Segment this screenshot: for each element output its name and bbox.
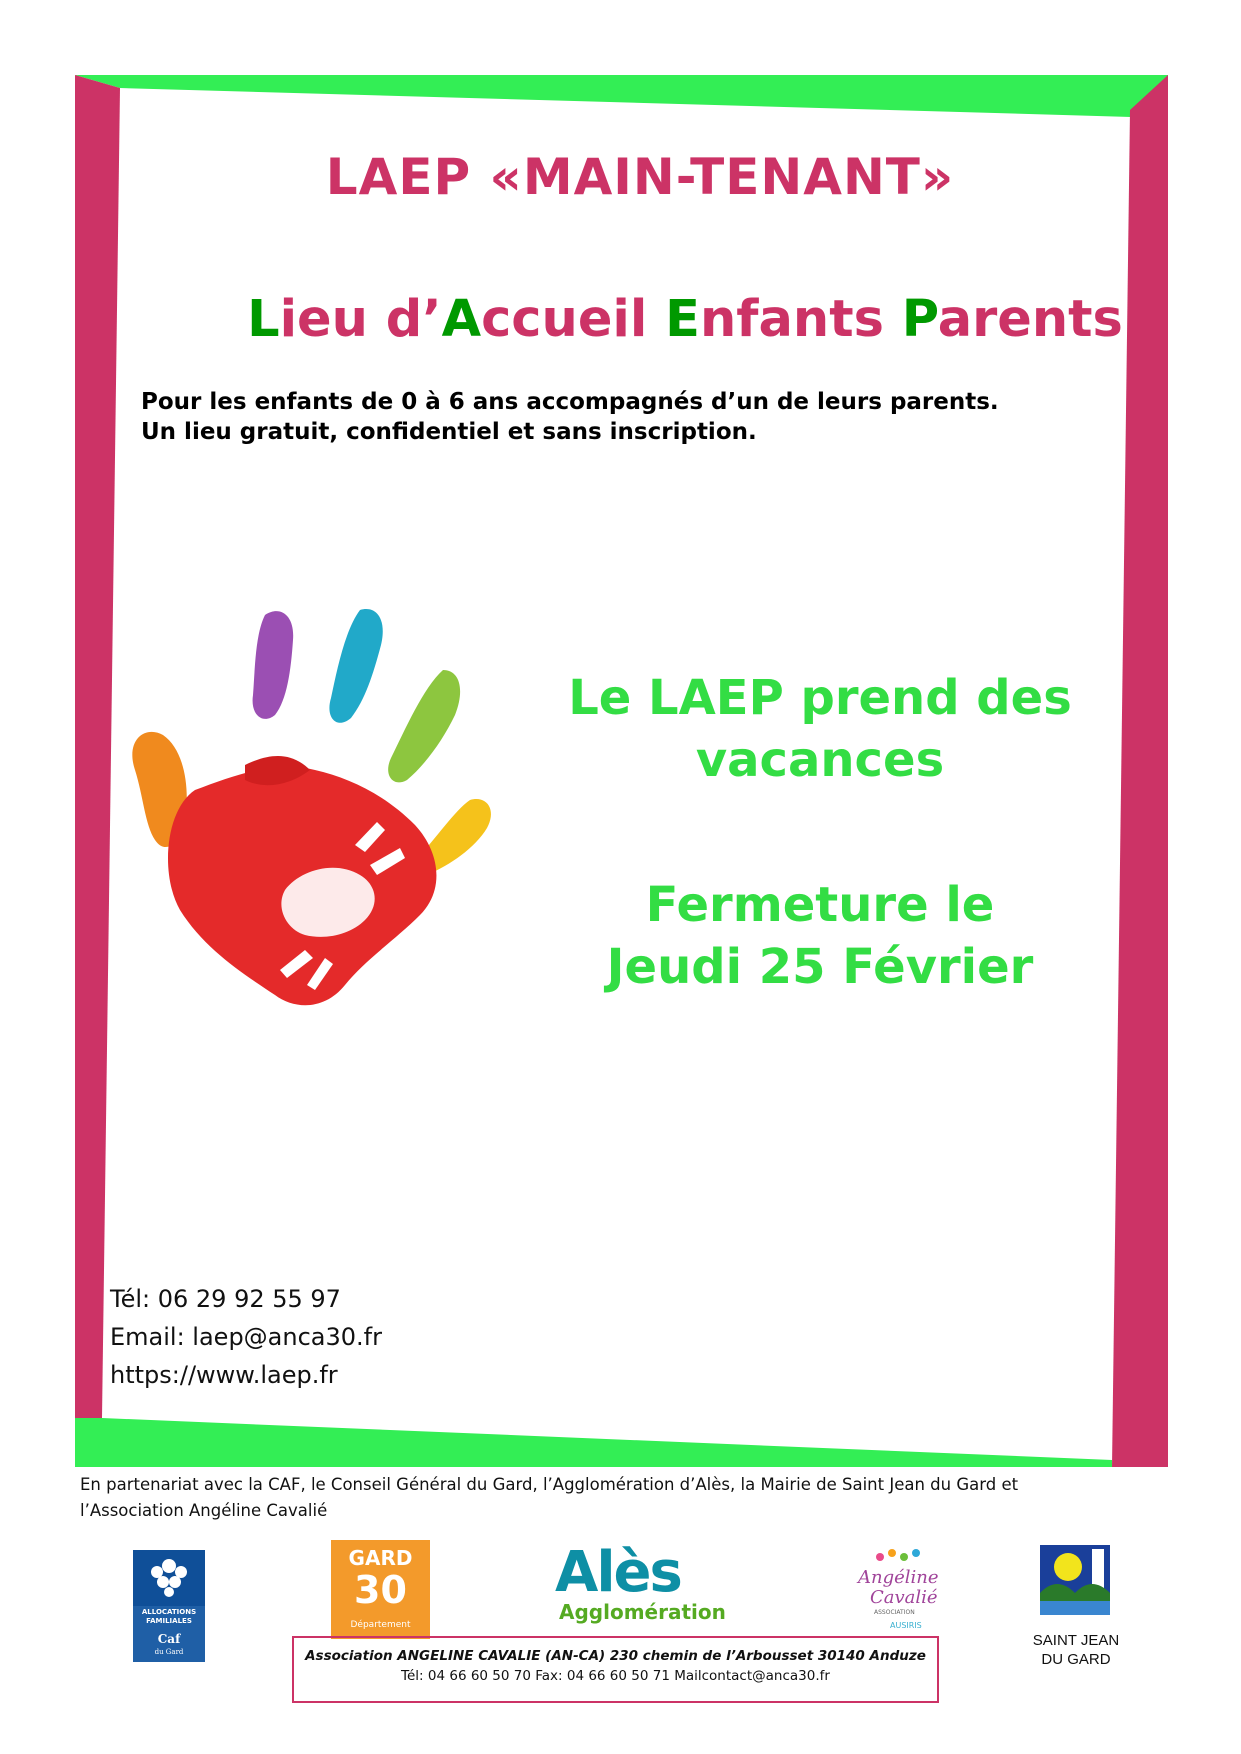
angeline-last: Cavalié bbox=[870, 1587, 938, 1608]
closure-announcement bbox=[540, 874, 1100, 998]
closure-line-1: Fermeture le bbox=[645, 877, 995, 933]
gard-number: 30 bbox=[354, 1568, 407, 1612]
saint-jean-text: SAINT JEAN DU GARD bbox=[1032, 1632, 1120, 1668]
subtitle-word-accueil: ccueil bbox=[481, 290, 666, 349]
caf-emblem bbox=[133, 1550, 205, 1606]
contact-email[interactable]: Email: laep@anca30.fr bbox=[110, 1323, 382, 1351]
intro-line-2: Un lieu gratuit, confidentiel et sans inscription. bbox=[141, 419, 757, 445]
gard-logo bbox=[331, 1540, 430, 1639]
saint-jean-du-gard-logo bbox=[1020, 1545, 1132, 1668]
vacation-line-1: Le LAEP prend des bbox=[568, 670, 1072, 726]
footer-contacts: Tél: 04 66 60 50 70 Fax: 04 66 60 50 71 Mailcontact@anca30.fr bbox=[401, 1668, 830, 1684]
caf-name: Caf bbox=[157, 1632, 181, 1646]
poster-subtitle bbox=[0, 290, 1241, 349]
hand-print-icon bbox=[115, 590, 535, 1040]
caf-sub: du Gard bbox=[154, 1648, 184, 1656]
intro-text bbox=[141, 387, 999, 447]
subtitle-word-lieu: ieu d’ bbox=[279, 290, 442, 349]
partners-line-1: En partenariat avec la CAF, le Conseil Général du Gard, l’Agglomération d’Alès, la Mairie de Saint Jean du Gard et bbox=[80, 1475, 1019, 1494]
ales-logo bbox=[545, 1540, 726, 1625]
subtitle-word-parents: arents bbox=[937, 290, 1123, 349]
vacation-line-2: vacances bbox=[695, 732, 945, 788]
subtitle-initial-l: L bbox=[247, 290, 280, 349]
angeline-first: Angéline bbox=[858, 1567, 939, 1588]
people-icon bbox=[870, 1545, 960, 1569]
poster-title: LAEP «MAIN-TENANT» bbox=[325, 148, 955, 206]
subtitle-initial-a: A bbox=[441, 290, 482, 349]
caf-text-line-1: ALLOCATIONS FAMILIALES bbox=[141, 1608, 197, 1625]
gard-top: GARD bbox=[348, 1546, 413, 1570]
angeline-tag: ASSOCIATION bbox=[874, 1609, 915, 1616]
intro-line-1: Pour les enfants de 0 à 6 ans accompagnés d’un de leurs parents. bbox=[141, 389, 999, 415]
subtitle-initial-p: P bbox=[901, 290, 938, 349]
partners-text bbox=[80, 1472, 1080, 1524]
ales-name: Alès bbox=[555, 1540, 681, 1605]
association-footer bbox=[292, 1636, 939, 1703]
angeline-cavalie-logo bbox=[850, 1545, 940, 1640]
contact-block bbox=[110, 1280, 382, 1394]
subtitle-initial-e: E bbox=[665, 290, 700, 349]
subtitle-word-enfants: nfants bbox=[699, 290, 902, 349]
bridge-emblem-icon bbox=[1040, 1545, 1110, 1615]
vacation-announcement bbox=[540, 667, 1100, 791]
closure-line-2: Jeudi 25 Février bbox=[606, 939, 1034, 995]
footer-address: Association ANGELINE CAVALIE (AN-CA) 230 chemin de l’Arbousset 30140 Anduze bbox=[305, 1648, 926, 1664]
angeline-brand: AUSIRIS bbox=[890, 1621, 922, 1630]
caf-logo bbox=[133, 1550, 205, 1662]
contact-phone: Tél: 06 29 92 55 97 bbox=[110, 1285, 341, 1313]
gard-sub: Département bbox=[350, 1620, 411, 1630]
partners-line-2: l’Association Angéline Cavalié bbox=[80, 1501, 328, 1520]
ales-sub: Agglomération bbox=[559, 1600, 726, 1624]
contact-website[interactable]: https://www.laep.fr bbox=[110, 1361, 338, 1389]
